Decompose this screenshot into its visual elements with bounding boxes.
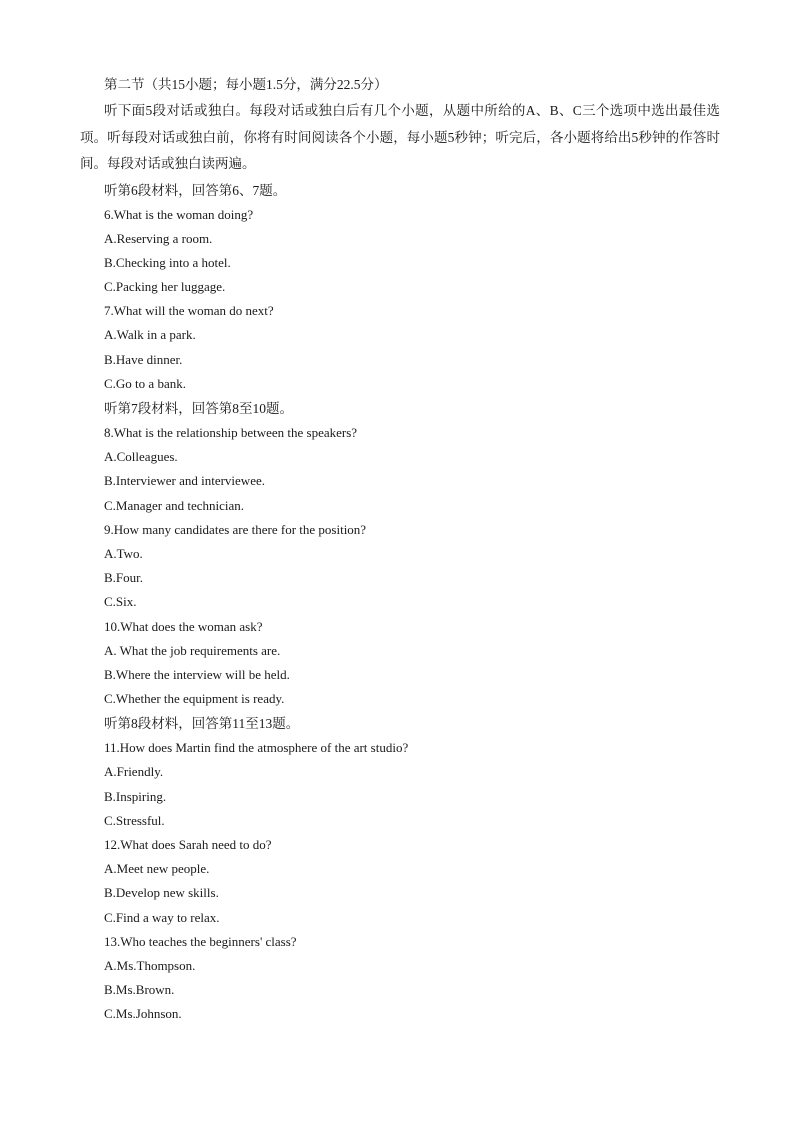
answer-option: A.Friendly. — [104, 764, 164, 780]
answer-option: B.Where the interview will be held. — [104, 666, 290, 682]
answer-option: A. What the job requirements are. — [104, 642, 281, 658]
answer-option: B.Develop new skills. — [104, 885, 219, 901]
group-header: 听第7段材料，回答第8至10题。 — [104, 401, 293, 416]
question-stem: 10.What does the woman ask? — [104, 618, 263, 634]
section-title: 第二节（共15小题；每小题1.5分，满分22.5分） — [104, 77, 388, 92]
answer-option: A.Meet new people. — [104, 861, 210, 877]
question-stem: 7.What will the woman do next? — [104, 303, 274, 319]
answer-option: A.Ms.Thompson. — [104, 957, 196, 973]
section-instructions: 听下面5段对话或独白。每段对话或独白后有几个小题，从题中所给的A、B、C三个选项中选出最佳选项。听每段对话或独白前，你将有时间阅读各个小题，每小题5秒钟；听完后，各小题将给出5秒钟的作答时间。每段对话或独白读两遍。 — [80, 103, 720, 171]
answer-option: A.Walk in a park. — [104, 327, 196, 343]
answer-option: C.Whether the equipment is ready. — [104, 691, 285, 707]
answer-option: B.Checking into a hotel. — [104, 254, 231, 270]
answer-option: B.Interviewer and interviewee. — [104, 473, 265, 489]
question-stem: 13.Who teaches the beginners' class? — [104, 933, 297, 949]
answer-option: C.Packing her luggage. — [104, 279, 226, 295]
answer-option: C.Find a way to relax. — [104, 909, 220, 925]
answer-option: C.Stressful. — [104, 812, 165, 828]
answer-option: B.Four. — [104, 570, 144, 586]
answer-option: B.Ms.Brown. — [104, 982, 175, 998]
answer-option: C.Ms.Johnson. — [104, 1006, 182, 1022]
question-stem: 11.How does Martin find the atmosphere of the art studio? — [104, 740, 409, 756]
answer-option: A.Reserving a room. — [104, 230, 213, 246]
group-header: 听第6段材料，回答第6、7题。 — [104, 182, 287, 198]
answer-option: C.Six. — [104, 594, 137, 610]
question-stem: 6.What is the woman doing? — [104, 206, 254, 222]
answer-option: C.Manager and technician. — [104, 497, 245, 513]
answer-option: B.Inspiring. — [104, 788, 167, 804]
page-content — [80, 72, 720, 1027]
answer-option: B.Have dinner. — [104, 351, 183, 367]
question-stem: 12.What does Sarah need to do? — [104, 837, 272, 852]
question-stem: 9.How many candidates are there for the position? — [104, 521, 367, 537]
question-stem: 8.What is the relationship between the speakers? — [104, 425, 358, 440]
answer-option: A.Colleagues. — [104, 449, 178, 465]
answer-option: A.Two. — [104, 545, 143, 561]
group-header: 听第8段材料，回答第11至13题。 — [104, 716, 300, 732]
answer-option: C.Go to a bank. — [104, 375, 186, 391]
